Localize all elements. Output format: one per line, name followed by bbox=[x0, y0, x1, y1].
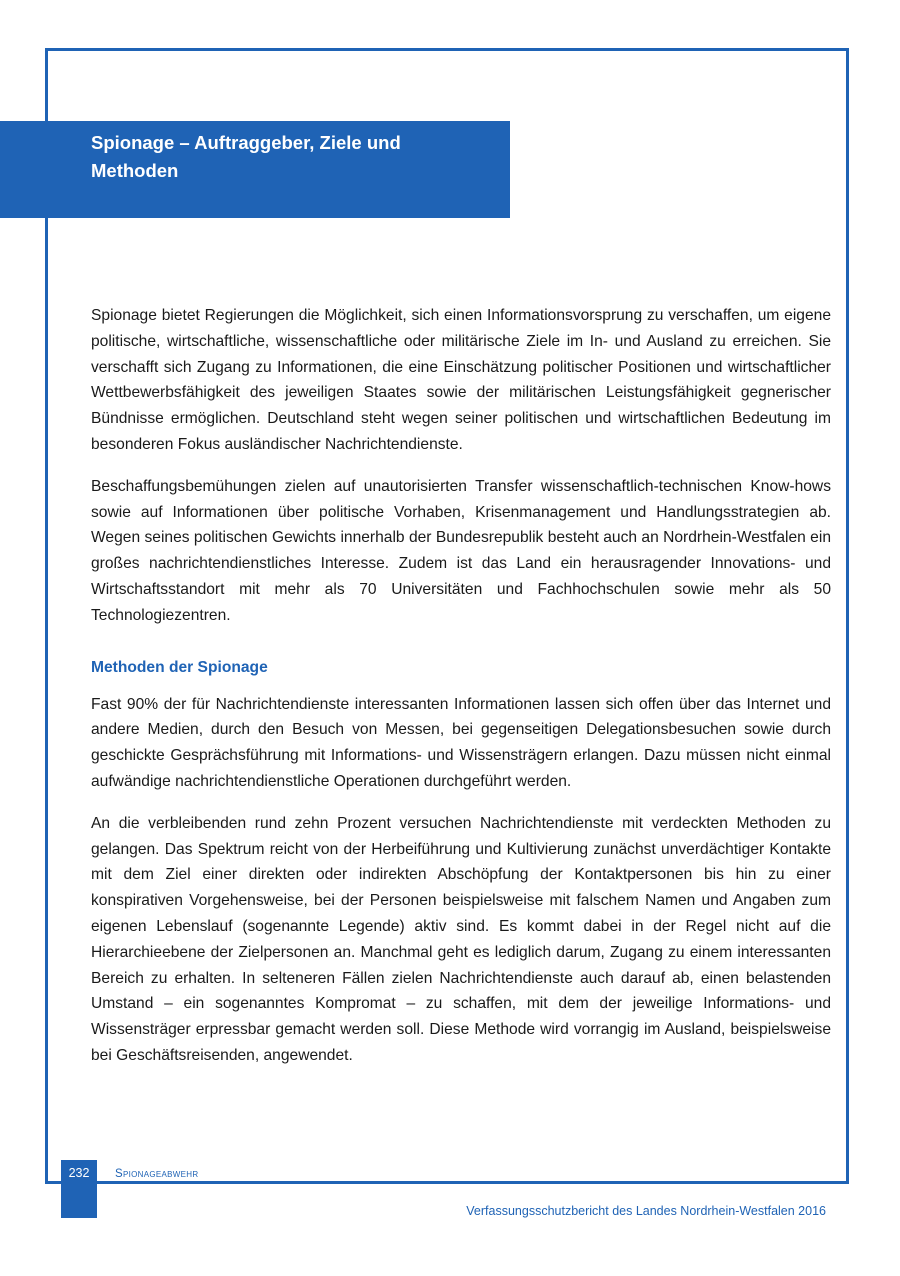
paragraph-procurement: Beschaffungsbemühungen zielen auf unautorisierten Transfer wissenschaftlich-technischen Know-hows sowie auf Informationen über politische Vorhaben, Krisenmanagement und Handlungsstrategien ab. Wegen seines politischen Gewichts innerhalb der Bundesrepublik besteht auch an Nordrhein-Westfalen ein großes nachrichtendienstliches Interesse. Zudem ist das Land ein herausragender Innovations- und Wirtschaftsstandort mit mehr als 70 Universitäten und Fachhochschulen sowie mehr als 50 Technologiezentren. bbox=[91, 477, 831, 624]
paragraph-covert-methods: An die verbleibenden rund zehn Prozent versuchen Nachrichtendienste mit verdeckten Methoden zu gelangen. Das Spektrum reicht von der Herbeiführung und Kultivierung zunächst unverdächtiger Kontakte mit dem Ziel einer direkten oder indirekten Abschöpfung der Kontaktpersonen bis hin zu einer konspirativen Vorgehensweise, bei der Personen beispielsweise mit falschem Namen und Angaben zum eigenen Lebenslauf (sogenannte Legende) aktiv sind. Es kommt dabei in der Regel nicht auf die Hierarchieebene der Zielpersonen an. Manchmal geht es lediglich darum, Zugang zu einem interessanten Bereich zu erhalten. In selteneren Fällen zielen Nachrichtendienste auch darauf ab, einen belastenden Umstand – ein sogenanntes Kompromat – zu schaffen, mit dem der jeweilige Informations- und Wissensträger erpressbar gemacht werden soll. Diese Methode wird vorrangig im Ausland, beispielsweise bei Geschäftsreisenden, angewendet. bbox=[91, 814, 831, 1064]
title-banner bbox=[0, 121, 510, 218]
page-title-line1: Spionage – Auftraggeber, Ziele und bbox=[91, 132, 401, 153]
running-section-label: Spionageabwehr bbox=[115, 1168, 199, 1180]
paragraph-intro: Spionage bietet Regierungen die Möglichkeit, sich einen Informationsvorsprung zu verschaffen, um eigene politische, wirtschaftliche, wissenschaftliche oder militärische Ziele im In- und Ausland zu erreichen. Sie verschafft sich Zugang zu Informationen, die eine Einschätzung politischer Positionen und wirtschaftlicher Wettbewerbsfähigkeit des jeweiligen Staates sowie der militärischen Leistungsfähigkeit gegnerischer Bündnisse ermöglichen. Deutschland steht wegen seiner politischen und wirtschaftlichen Bedeutung im besonderen Fokus ausländischer Nachrichtendienste. bbox=[91, 307, 831, 453]
footer-publication: Verfassungsschutzbericht des Landes Nordrhein-Westfalen 2016 bbox=[466, 1204, 826, 1218]
page-number: 232 bbox=[68, 1166, 90, 1180]
paragraph-open-sources: Fast 90% der für Nachrichtendienste interessanten Informationen lassen sich offen über das Internet und andere Medien, durch den Besuch von Messen, bei gegenseitigen Delegationsbesuchen sowie durch geschickte Gesprächsführung mit Informations- und Wissensträgern erlangen. Dazu müssen nicht einmal aufwändige nachrichtendienstliche Operationen durchgeführt werden. bbox=[91, 695, 831, 790]
page-title bbox=[91, 129, 491, 185]
main-content bbox=[91, 303, 831, 1085]
page-title-line2: Methoden bbox=[91, 160, 179, 181]
section-heading-methods: Methoden der Spionage bbox=[91, 658, 268, 676]
